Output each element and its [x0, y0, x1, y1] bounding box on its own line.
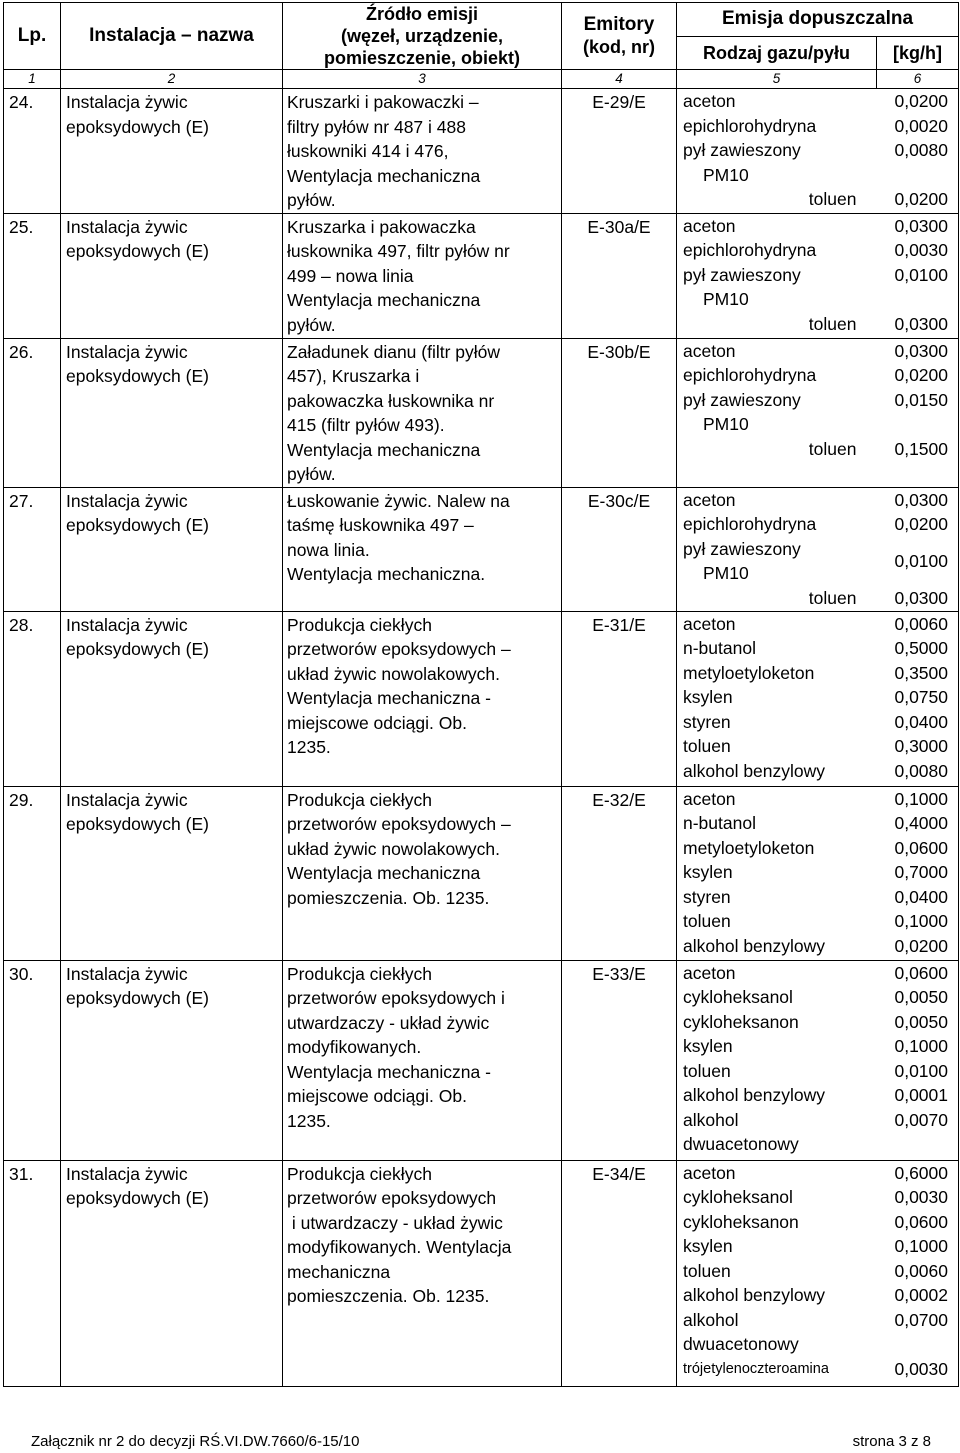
header-source-line1: Źródło emisji	[365, 4, 479, 24]
emission-source-line: Wentylacja mechaniczna	[287, 290, 481, 310]
gas-value: 0,0400	[894, 711, 948, 732]
column-number: 5	[677, 70, 877, 89]
gas-name	[683, 263, 894, 312]
table-body	[4, 89, 959, 1387]
gas-value: 0,0700	[894, 1309, 948, 1330]
emission-source-line: przetworów epoksydowych	[287, 1188, 497, 1208]
gas-value: 0,5000	[894, 638, 948, 658]
row-number: 27.	[4, 487, 61, 611]
emission-source-line: pyłów.	[287, 464, 336, 484]
installation-name-line: Instalacja żywic	[66, 341, 188, 362]
installation-name-line: Instalacja żywic	[66, 614, 188, 635]
column-number: 1	[4, 70, 61, 89]
gas-emission-item	[677, 238, 958, 263]
gas-emission-item	[677, 1059, 958, 1084]
installation-name-line: epoksydowych (E)	[66, 241, 209, 261]
gas-emission-item	[677, 537, 958, 586]
installation-name-line: Instalacja żywic	[66, 1163, 188, 1184]
gas-value: 0,7000	[894, 862, 948, 882]
gas-emission-list	[677, 1160, 959, 1386]
gas-emission-item	[677, 860, 958, 885]
gas-name: toluen	[683, 1060, 731, 1081]
gas-name: trójetylenoczteroamina	[683, 1360, 829, 1377]
header-installation-name: Instalacja – nazwa	[61, 3, 283, 70]
gas-value: 0,0200	[894, 91, 948, 111]
emitter-code: E-29/E	[562, 89, 677, 214]
emission-source	[283, 1160, 562, 1386]
gas-emission-item	[677, 811, 958, 836]
emission-source-line: Wentylacja mechaniczna -	[287, 688, 491, 708]
gas-name: alkohol benzylowy	[683, 935, 826, 956]
gas-emission-item	[677, 1283, 958, 1308]
column-number-row	[4, 70, 959, 89]
emission-source	[283, 960, 562, 1160]
gas-name: alkohol benzylowy	[683, 1285, 826, 1305]
installation-name-line: epoksydowych (E)	[66, 639, 209, 659]
gas-value: 0,0070	[894, 1109, 948, 1130]
gas-name: aceton	[683, 91, 736, 111]
table-row	[4, 611, 959, 786]
gas-value: 0,1000	[894, 1236, 948, 1256]
gas-name: n-butanol	[683, 813, 756, 833]
gas-name-line: PM10	[703, 414, 749, 434]
gas-emission-item	[677, 1308, 958, 1357]
row-number: 28.	[4, 611, 61, 786]
gas-value: 0,0001	[894, 1085, 948, 1105]
gas-name: toluen	[808, 438, 857, 459]
gas-emission-item	[677, 363, 958, 388]
emitter-code: E-30a/E	[562, 213, 677, 338]
emission-source-line: Produkcja ciekłych	[287, 614, 432, 635]
gas-emission-list	[677, 786, 959, 960]
gas-value: 0,0750	[894, 687, 948, 707]
installation-name-line: epoksydowych (E)	[66, 1188, 209, 1208]
gas-name: toluen	[683, 911, 731, 931]
gas-emission-item	[677, 1210, 958, 1235]
row-number: 24.	[4, 89, 61, 214]
gas-name: aceton	[683, 489, 736, 510]
header-emitters	[562, 3, 677, 70]
gas-emission-item	[677, 1161, 958, 1186]
header-lp: Lp.	[4, 3, 61, 70]
installation-name-line: epoksydowych (E)	[66, 988, 209, 1008]
gas-emission-item	[677, 1034, 958, 1059]
gas-emission-item	[677, 710, 958, 735]
installation-name	[61, 89, 283, 214]
emitter-code: E-32/E	[562, 786, 677, 960]
gas-name-line: PM10	[703, 289, 749, 309]
header-emitters-line2: (kod, nr)	[583, 37, 655, 57]
gas-value: 0,0030	[894, 1358, 948, 1379]
emission-source-line: Kruszarki i pakowaczki –	[287, 92, 479, 112]
emission-source-line: 499 – nowa linia	[287, 265, 414, 286]
gas-value: 0,0030	[894, 240, 948, 260]
header-unit: [kg/h]	[877, 36, 959, 70]
gas-value: 0,0100	[894, 550, 948, 571]
gas-emission-item	[677, 138, 958, 187]
gas-name: styren	[683, 886, 731, 907]
emitter-code: E-34/E	[562, 1160, 677, 1386]
gas-emission-item	[677, 1185, 958, 1210]
gas-emission-list	[677, 213, 959, 338]
gas-name: ksylen	[683, 687, 733, 707]
gas-emission-item	[677, 214, 958, 239]
gas-emission-item	[677, 187, 958, 212]
emission-source-line: pyłów.	[287, 314, 336, 335]
gas-emission-item	[677, 437, 958, 462]
emission-source-line: łuskownika 497, filtr pyłów nr	[287, 241, 510, 261]
emitter-code: E-30b/E	[562, 338, 677, 487]
gas-name-line: PM10	[703, 164, 749, 185]
gas-name: toluen	[808, 313, 857, 334]
installation-name-line: epoksydowych (E)	[66, 116, 209, 137]
emission-source-line: Wentylacja mechaniczna.	[287, 564, 486, 584]
gas-emission-item	[677, 339, 958, 364]
gas-value: 0,0060	[894, 613, 948, 634]
header-permitted-emission: Emisja dopuszczalna	[677, 3, 959, 37]
gas-name: aceton	[683, 1162, 736, 1183]
emission-source-line: miejscowe odciągi. Ob.	[287, 712, 467, 733]
gas-name: aceton	[683, 340, 736, 361]
gas-value: 0,0150	[894, 389, 948, 410]
emission-source-line: 1235.	[287, 737, 331, 757]
gas-name: aceton	[683, 962, 736, 983]
gas-name: aceton	[683, 613, 736, 634]
gas-emission-item	[677, 312, 958, 337]
gas-emission-item	[677, 388, 958, 437]
gas-value: 0,0030	[894, 1187, 948, 1207]
gas-emission-item	[677, 885, 958, 910]
emission-source-line: Wentylacja mechaniczna	[287, 439, 481, 460]
emission-source-line: Łuskowanie żywic. Nalew na	[287, 490, 510, 511]
gas-emission-item	[677, 1357, 958, 1382]
emission-source-line: 1235.	[287, 1110, 331, 1131]
installation-name-line: Instalacja żywic	[66, 216, 188, 237]
footer-decision-reference: Załącznik nr 2 do decyzji RŚ.VI.DW.7660/6-15/10	[31, 1433, 360, 1450]
gas-value: 0,0600	[894, 837, 948, 858]
gas-value: 0,1000	[894, 1036, 948, 1056]
gas-emission-item	[677, 1010, 958, 1035]
emission-source	[283, 487, 562, 611]
column-number: 6	[877, 70, 959, 89]
gas-name	[683, 1108, 894, 1157]
gas-value: 0,0300	[894, 215, 948, 236]
gas-name: aceton	[683, 788, 736, 809]
emission-source-line: układ żywic nowolakowych.	[287, 663, 501, 684]
gas-emission-item	[677, 1108, 958, 1157]
emission-source-line: pomieszczenia. Ob. 1235.	[287, 887, 490, 908]
installation-name-line: epoksydowych (E)	[66, 515, 209, 535]
gas-name: cykloheksanon	[683, 1011, 799, 1032]
emission-source-line: i utwardzaczy - układ żywic	[287, 1212, 503, 1233]
gas-name	[683, 138, 894, 187]
gas-emission-item	[677, 488, 958, 513]
gas-emission-item	[677, 685, 958, 710]
emission-table	[3, 2, 959, 1387]
gas-name: alkohol benzylowy	[683, 760, 826, 781]
installation-name-line: Instalacja żywic	[66, 490, 188, 511]
gas-value: 0,0080	[894, 140, 948, 160]
page-footer	[31, 1433, 931, 1451]
emission-source	[283, 338, 562, 487]
gas-value: 0,0100	[894, 1060, 948, 1081]
gas-name-line: alkohol	[683, 1109, 739, 1130]
gas-name: toluen	[683, 1260, 731, 1281]
gas-emission-item	[677, 909, 958, 934]
gas-emission-list	[677, 960, 959, 1160]
gas-name	[683, 1308, 894, 1357]
gas-value: 0,1000	[894, 788, 948, 809]
gas-name: cykloheksanol	[683, 987, 793, 1007]
emission-source	[283, 611, 562, 786]
gas-emission-item	[677, 636, 958, 661]
gas-name-line: pył zawieszony	[683, 140, 801, 160]
gas-emission-item	[677, 734, 958, 759]
table-row	[4, 213, 959, 338]
gas-name: ksylen	[683, 1236, 733, 1256]
row-number: 25.	[4, 213, 61, 338]
table-row	[4, 487, 959, 611]
footer-page-number: strona 3 z 8	[852, 1433, 931, 1450]
gas-value: 0,0300	[894, 489, 948, 510]
gas-name: cykloheksanol	[683, 1187, 793, 1207]
gas-name-line: pył zawieszony	[683, 264, 801, 285]
gas-emission-item	[677, 586, 958, 611]
gas-name-line: alkohol	[683, 1309, 739, 1330]
gas-value: 0,0400	[894, 886, 948, 907]
installation-name	[61, 960, 283, 1160]
emission-source-line: Produkcja ciekłych	[287, 963, 432, 984]
gas-name-line: dwuacetonowy	[683, 1134, 799, 1154]
gas-name-line: dwuacetonowy	[683, 1334, 799, 1354]
gas-emission-item	[677, 836, 958, 861]
gas-value: 0,0200	[894, 365, 948, 385]
table-row	[4, 786, 959, 960]
gas-value: 0,0600	[894, 1211, 948, 1232]
gas-value: 0,0600	[894, 962, 948, 983]
emission-source-line: Załadunek dianu (filtr pyłów	[287, 341, 501, 362]
installation-name	[61, 1160, 283, 1386]
emission-source-line: Produkcja ciekłych	[287, 789, 432, 810]
gas-name: toluen	[808, 189, 857, 209]
gas-name: cykloheksanon	[683, 1211, 799, 1232]
column-number: 3	[283, 70, 562, 89]
installation-name	[61, 213, 283, 338]
emission-source-line: pakowaczka łuskownika nr	[287, 390, 495, 411]
gas-emission-list	[677, 611, 959, 786]
emission-source-line: pyłów.	[287, 190, 336, 210]
gas-value: 0,0100	[894, 264, 948, 285]
gas-name-line: PM10	[703, 563, 749, 583]
emitter-code: E-33/E	[562, 960, 677, 1160]
gas-emission-item	[677, 263, 958, 312]
gas-name: n-butanol	[683, 638, 756, 658]
gas-emission-item	[677, 612, 958, 637]
emission-source-line: przetworów epoksydowych –	[287, 814, 511, 834]
gas-emission-item	[677, 1234, 958, 1259]
installation-name-line: epoksydowych (E)	[66, 366, 209, 386]
gas-name: toluen	[808, 587, 857, 608]
gas-name: styren	[683, 711, 731, 732]
gas-emission-item	[677, 114, 958, 139]
emission-source-line: modyfikowanych. Wentylacja	[287, 1237, 512, 1257]
gas-emission-item	[677, 512, 958, 537]
gas-name: epichlorohydryna	[683, 115, 817, 136]
row-number: 26.	[4, 338, 61, 487]
gas-emission-item	[677, 759, 958, 784]
emitter-code: E-31/E	[562, 611, 677, 786]
gas-name: aceton	[683, 215, 736, 236]
header-emission-source	[283, 3, 562, 70]
gas-value: 0,0050	[894, 1011, 948, 1032]
installation-name	[61, 487, 283, 611]
emission-source	[283, 786, 562, 960]
gas-emission-item	[677, 1083, 958, 1108]
gas-emission-item	[677, 1259, 958, 1284]
header-source-line2: (węzeł, urządzenie,	[340, 26, 504, 46]
gas-name: epichlorohydryna	[683, 240, 817, 260]
installation-name-line: Instalacja żywic	[66, 789, 188, 810]
gas-value: 0,0050	[894, 987, 948, 1007]
installation-name-line: Instalacja żywic	[66, 963, 188, 984]
gas-value: 0,0080	[894, 760, 948, 781]
emission-source-line: modyfikowanych.	[287, 1037, 422, 1057]
emission-source-line: Wentylacja mechaniczna	[287, 863, 481, 883]
gas-value: 0,1000	[894, 911, 948, 931]
header-source-line3: pomieszczenie, obiekt)	[323, 48, 521, 68]
row-number: 30.	[4, 960, 61, 1160]
emission-source-line: utwardzaczy - układ żywic	[287, 1012, 490, 1033]
gas-value: 0,3500	[894, 662, 948, 683]
gas-value: 0,0200	[894, 935, 948, 956]
gas-emission-item	[677, 985, 958, 1010]
gas-name-line: pył zawieszony	[683, 389, 801, 410]
emission-source-line: pomieszczenia. Ob. 1235.	[287, 1286, 490, 1306]
gas-value: 0,3000	[894, 736, 948, 756]
gas-value: 0,0300	[894, 313, 948, 334]
emission-source-line: Kruszarka i pakowaczka	[287, 216, 476, 237]
table-row	[4, 1160, 959, 1386]
gas-emission-item	[677, 89, 958, 114]
gas-value: 0,0060	[894, 1260, 948, 1281]
gas-value: 0,1500	[894, 438, 948, 459]
table-row	[4, 338, 959, 487]
gas-emission-list	[677, 89, 959, 214]
emission-source-line: Produkcja ciekłych	[287, 1163, 432, 1184]
gas-emission-item	[677, 961, 958, 986]
column-number: 4	[562, 70, 677, 89]
gas-value: 0,0002	[894, 1285, 948, 1305]
gas-name	[683, 388, 894, 437]
emission-source-line: taśmę łuskownika 497 –	[287, 515, 474, 535]
table-row	[4, 89, 959, 214]
gas-value: 0,0200	[894, 514, 948, 534]
gas-value: 0,0300	[894, 340, 948, 361]
gas-emission-item	[677, 661, 958, 686]
gas-value: 0,0020	[894, 115, 948, 136]
emitter-code: E-30c/E	[562, 487, 677, 611]
gas-name: toluen	[683, 736, 731, 756]
emission-source-line: 457), Kruszarka i	[287, 366, 420, 386]
emission-source	[283, 213, 562, 338]
gas-value: 0,0300	[894, 587, 948, 608]
emission-source-line: 415 (filtr pyłów 493).	[287, 415, 445, 435]
emission-source-line: nowa linia.	[287, 539, 370, 560]
gas-name: ksylen	[683, 862, 733, 882]
row-number: 29.	[4, 786, 61, 960]
installation-name	[61, 338, 283, 487]
emission-source-line: przetworów epoksydowych –	[287, 639, 511, 659]
installation-name	[61, 611, 283, 786]
gas-name: ksylen	[683, 1036, 733, 1056]
table-row	[4, 960, 959, 1160]
gas-emission-list	[677, 338, 959, 487]
gas-value: 0,6000	[894, 1162, 948, 1183]
installation-name-line: epoksydowych (E)	[66, 814, 209, 834]
emission-source-line: filtry pyłów nr 487 i 488	[287, 116, 466, 137]
emission-source-line: Wentylacja mechaniczna	[287, 165, 481, 186]
gas-emission-item	[677, 934, 958, 959]
gas-name: alkohol benzylowy	[683, 1085, 826, 1105]
gas-value: 0,0200	[894, 189, 948, 209]
installation-name	[61, 786, 283, 960]
header-emitters-line1: Emitory	[583, 14, 655, 35]
gas-name: epichlorohydryna	[683, 514, 817, 534]
column-number: 2	[61, 70, 283, 89]
gas-name: epichlorohydryna	[683, 365, 817, 385]
row-number: 31.	[4, 1160, 61, 1386]
gas-name: metyloetyloketon	[683, 837, 815, 858]
gas-name	[683, 537, 894, 586]
emission-source-line: mechaniczna	[287, 1261, 391, 1282]
gas-value: 0,4000	[894, 813, 948, 833]
gas-emission-list	[677, 487, 959, 611]
gas-name-line: pył zawieszony	[683, 538, 801, 559]
emission-source-line: przetworów epoksydowych i	[287, 988, 505, 1008]
emission-source-line: miejscowe odciągi. Ob.	[287, 1086, 467, 1106]
installation-name-line: Instalacja żywic	[66, 92, 188, 112]
gas-emission-item	[677, 787, 958, 812]
gas-name: metyloetyloketon	[683, 662, 815, 683]
emission-source-line: układ żywic nowolakowych.	[287, 838, 501, 859]
emission-source-line: Wentylacja mechaniczna -	[287, 1061, 491, 1082]
emission-source-line: łuskowniki 414 i 476,	[287, 141, 449, 161]
header-gas-type: Rodzaj gazu/pyłu	[677, 36, 877, 70]
emission-source	[283, 89, 562, 214]
